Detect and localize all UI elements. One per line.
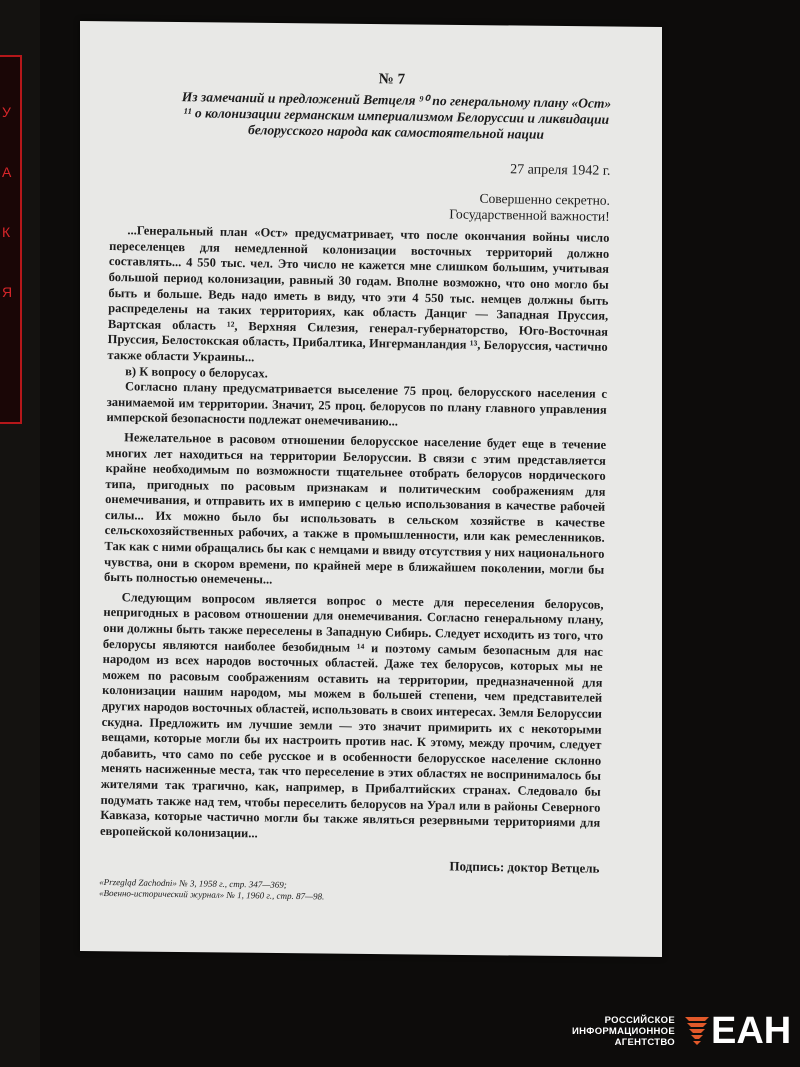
classification-line: Государственной важности! [449, 206, 610, 225]
paragraph: ...Генеральный план «Ост» предусматривает, что после окончания войны число переселенцев для немедленной колонизации восточных территорий должно составлять... 4 550 тыс. чел. Это число не кажется мне слишком большим, учитывая большой период колонизации, равный 30 годам. Вполне возможно, что оно могло бы быть и больше. Ведь надо иметь в виду, что эти 4 550 тыс. немцев должны быть распределены на таких территориях, как область Данциг — Западная Пруссия, Вартская область ¹², Верхняя Силезия, генерал-губернаторство, Юго-Восточная Пруссия, Белостокская область, Прибалтика, Ингерманландия ¹³, Белоруссия, частично также области Украины... [107, 223, 610, 365]
signature: Подпись: доктор Ветцель [449, 858, 600, 877]
neon-glyph: К [2, 224, 11, 240]
document-page [99, 68, 612, 907]
agency-name: РОССИЙСКОЕ ИНФОРМАЦИОННОЕ АГЕНТСТВО [572, 1015, 675, 1048]
source-reference: «Военно-исторический журнал» № 1, 1960 г., стр. 87—98. [98, 887, 325, 902]
logo-stripe [685, 1017, 709, 1021]
classification-block [110, 185, 610, 225]
document-number: № 7 [378, 71, 406, 88]
document-heading: Из замечаний и предложений Ветцеля ⁹⁰ по генеральному плану «Ост» ¹¹ о колонизации германским империализмом Белоруссии и ликвидации белорусского народа как самостоятельной нации [181, 88, 612, 142]
logo-stripe [687, 1023, 707, 1027]
document-date: 27 апреля 1942 г. [510, 161, 611, 179]
red-neon-sign [0, 55, 22, 424]
paragraph: Следующим вопросом является вопрос о месте для переселения белорусов, непригодных в расовом отношении для онемечивания. Согласно генеральному плану, они должны быть также переселены в Западную Сибирь. Следует исходить из того, что белорусы являются наиболее безобидным ¹⁴ и поэтому самым безопасным для нас народом из всех народов восточных областей. Даже тех белорусов, которых мы не можем по расовым соображениям оставить на территории, предназначенной для колонизации нашим народом, мы можем в большей степени, чем представителей других народов восточных областей, использовать в своих интересах. Земля Белоруссии скудна. Предложить им лучшие земли — это значит примирить их с некоторыми вещами, которые могли бы их настроить против нас. К этому, между прочим, следует добавить, что само по себе русское и в особенности белорусское население склонно менять насиженные места, так что переселение в этих областях не воспринималось бы жителями так трагично, как, например, в Прибалтийских странах. Следовало бы подумать также над тем, чтобы переселить белорусов на Урал или в районы Северного Кавказа, которые частично могли бы также являться резервными территориями для европейской колонизации... [99, 590, 604, 841]
paragraph: Согласно плану предусматривается выселение 75 проц. белорусского населения с занимаемой им территории. Значит, 25 проц. белорусов по плану главного управления имперской безопасности подлежат онемечиванию... [106, 379, 608, 429]
paragraph: Нежелательное в расовом отношении белорусское население будет еще в течение многих лет находиться на территории Белоруссии. В связи с этим представляется крайне необходимым по возможности тщательнее отобрать белорусов нордического типа, пригодных по расовым признакам и политическим соображениям для онемечивания, и отправить их в империю с целью использования в качестве рабочей силы... Их можно было бы использовать в сельском хозяйстве в качестве сельскохозяйственных рабочих, а также в промышленности, или как ремесленников. Так как с ними обращались бы как с немцами и ввиду отсутствия у них национального чувства, они в скором времени, по крайней мере в ближайшем поколении, могли бы быть полностью онемечены... [103, 430, 607, 587]
logo-stripe [693, 1041, 701, 1045]
neon-glyph: А [2, 164, 12, 180]
source-reference: «Przegląd Zachodni» № 3, 1958 г., стр. 347—369; [99, 876, 287, 890]
neon-glyph: Я [2, 284, 13, 300]
classification-line: Совершенно секретно. [479, 190, 611, 209]
agency-letters: ЕАН [711, 1010, 792, 1052]
logo-stripe [689, 1029, 705, 1033]
neon-glyph: У [2, 104, 11, 120]
ean-watermark [565, 1005, 795, 1057]
section-subheading: в) К вопросу о белорусах. [125, 363, 268, 381]
logo-stripe [691, 1035, 703, 1039]
